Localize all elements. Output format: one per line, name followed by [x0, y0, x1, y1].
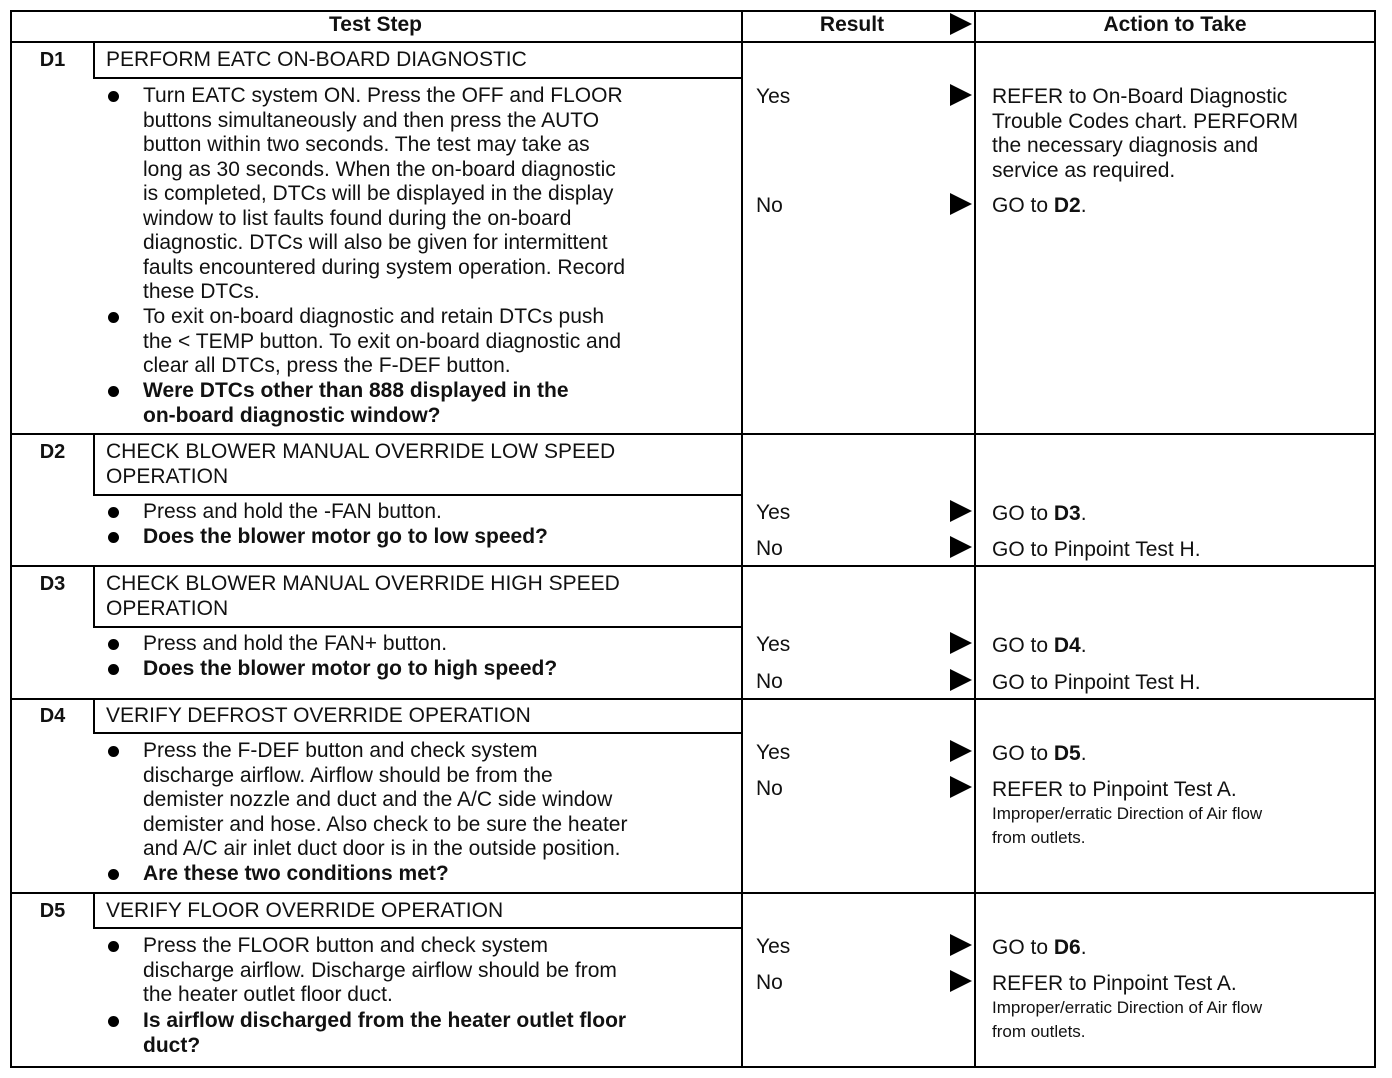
step-id-divider — [93, 435, 95, 495]
bullet-icon — [108, 532, 119, 543]
bullet-icon — [108, 1016, 119, 1027]
arrow-icon — [950, 632, 972, 654]
step-divider — [10, 433, 1376, 435]
step-title: VERIFY FLOOR OVERRIDE OPERATION — [106, 899, 504, 922]
step-instruction: Press and hold the FAN+ button. — [143, 632, 448, 655]
step-id: D5 — [39, 900, 66, 922]
column-divider-result — [741, 10, 743, 1068]
bullet-icon — [108, 91, 119, 102]
action-no: REFER to Pinpoint Test A. — [992, 972, 1237, 995]
step-title: PERFORM EATC ON-BOARD DIAGNOSTIC — [106, 48, 527, 71]
result-yes: Yes — [756, 633, 791, 656]
arrow-icon — [950, 970, 972, 992]
step-title-divider — [93, 732, 741, 734]
step-title-divider — [93, 626, 741, 628]
result-no: No — [756, 971, 783, 994]
step-question: Is airflow discharged from the heater outlet floor duct? — [143, 1009, 627, 1057]
header-test-step: Test Step — [329, 13, 422, 36]
header-divider — [10, 41, 1376, 43]
arrow-icon — [950, 776, 972, 798]
arrow-icon — [950, 740, 972, 762]
bullet-icon — [108, 639, 119, 650]
step-title: CHECK BLOWER MANUAL OVERRIDE LOW SPEED OPERATION — [106, 440, 616, 488]
result-yes: Yes — [756, 741, 791, 764]
step-id: D4 — [39, 705, 66, 727]
column-divider-action — [974, 10, 976, 1068]
step-instruction: Turn EATC system ON. Press the OFF and FLOOR buttons simultaneously and then press the AUTO button within two seconds. The test may take as long as 30 seconds. When the on-board diagnostic is completed, DTCs will be displayed in the display window to list faults found during the on-board diagnostic. DTCs will also be given for intermittent faults encountered during system operation. Record these DTCs. — [143, 84, 626, 303]
step-id-divider — [93, 43, 95, 78]
step-id-divider — [93, 894, 95, 928]
bullet-icon — [108, 664, 119, 675]
step-divider — [10, 892, 1376, 894]
step-id-divider — [93, 567, 95, 627]
result-no: No — [756, 670, 783, 693]
step-id: D3 — [39, 573, 66, 595]
action-no: GO to Pinpoint Test H. — [992, 671, 1201, 694]
arrow-icon — [950, 84, 972, 106]
action-yes: GO to D5. — [992, 742, 1087, 765]
arrow-icon — [950, 536, 972, 558]
action-yes: GO to D3. — [992, 502, 1087, 525]
bullet-icon — [108, 386, 119, 397]
step-title: CHECK BLOWER MANUAL OVERRIDE HIGH SPEED OPERATION — [106, 572, 620, 620]
action-yes: GO to D4. — [992, 634, 1087, 657]
bullet-icon — [108, 869, 119, 880]
step-instruction: Press and hold the -FAN button. — [143, 500, 442, 523]
step-instruction: Press the F-DEF button and check system discharge airflow. Airflow should be from the demister nozzle and duct and the A/C side window demister and hose. Also check to be sure the heater and A/C air inlet duct door is in the outside position. — [143, 739, 628, 860]
result-yes: Yes — [756, 935, 791, 958]
step-id: D2 — [39, 441, 66, 463]
action-no: REFER to Pinpoint Test A. — [992, 778, 1237, 801]
step-question: Are these two conditions met? — [143, 862, 449, 885]
bullet-icon — [108, 312, 119, 323]
header-action: Action to Take — [1103, 13, 1247, 36]
result-no: No — [756, 537, 783, 560]
step-instruction: To exit on-board diagnostic and retain DTCs push the < TEMP button. To exit on-board diagnostic and clear all DTCs, press the F-DEF button. — [143, 305, 622, 377]
header-arrow-icon — [950, 13, 972, 35]
step-question: Does the blower motor go to high speed? — [143, 657, 558, 680]
bullet-icon — [108, 746, 119, 757]
table-border-right — [1374, 10, 1376, 1068]
action-no-detail: Improper/erratic Direction of Air flow from outlets. — [992, 998, 1263, 1041]
step-question: Does the blower motor go to low speed? — [143, 525, 548, 548]
step-title-divider — [93, 77, 741, 79]
action-no: GO to D2. — [992, 194, 1087, 217]
step-id: D1 — [39, 49, 66, 71]
result-yes: Yes — [756, 501, 791, 524]
action-no: GO to Pinpoint Test H. — [992, 538, 1201, 561]
step-divider — [10, 698, 1376, 700]
action-yes: REFER to On-Board Diagnostic Trouble Codes chart. PERFORM the necessary diagnosis and service as required. — [992, 85, 1299, 182]
step-question: Were DTCs other than 888 displayed in the on-board diagnostic window? — [143, 379, 569, 427]
step-title: VERIFY DEFROST OVERRIDE OPERATION — [106, 704, 531, 727]
step-divider — [10, 565, 1376, 567]
result-no: No — [756, 777, 783, 800]
bullet-icon — [108, 941, 119, 952]
step-id-divider — [93, 700, 95, 733]
arrow-icon — [950, 193, 972, 215]
result-no: No — [756, 194, 783, 217]
table-border-bottom — [10, 1066, 1376, 1068]
result-yes: Yes — [756, 85, 791, 108]
header-result: Result — [819, 13, 885, 36]
step-title-divider — [93, 494, 741, 496]
action-yes: GO to D6. — [992, 936, 1087, 959]
arrow-icon — [950, 934, 972, 956]
step-instruction: Press the FLOOR button and check system discharge airflow. Discharge airflow should be from the heater outlet floor duct. — [143, 934, 617, 1006]
step-title-divider — [93, 927, 741, 929]
action-no-detail: Improper/erratic Direction of Air flow from outlets. — [992, 804, 1263, 847]
arrow-icon — [950, 669, 972, 691]
arrow-icon — [950, 500, 972, 522]
bullet-icon — [108, 507, 119, 518]
